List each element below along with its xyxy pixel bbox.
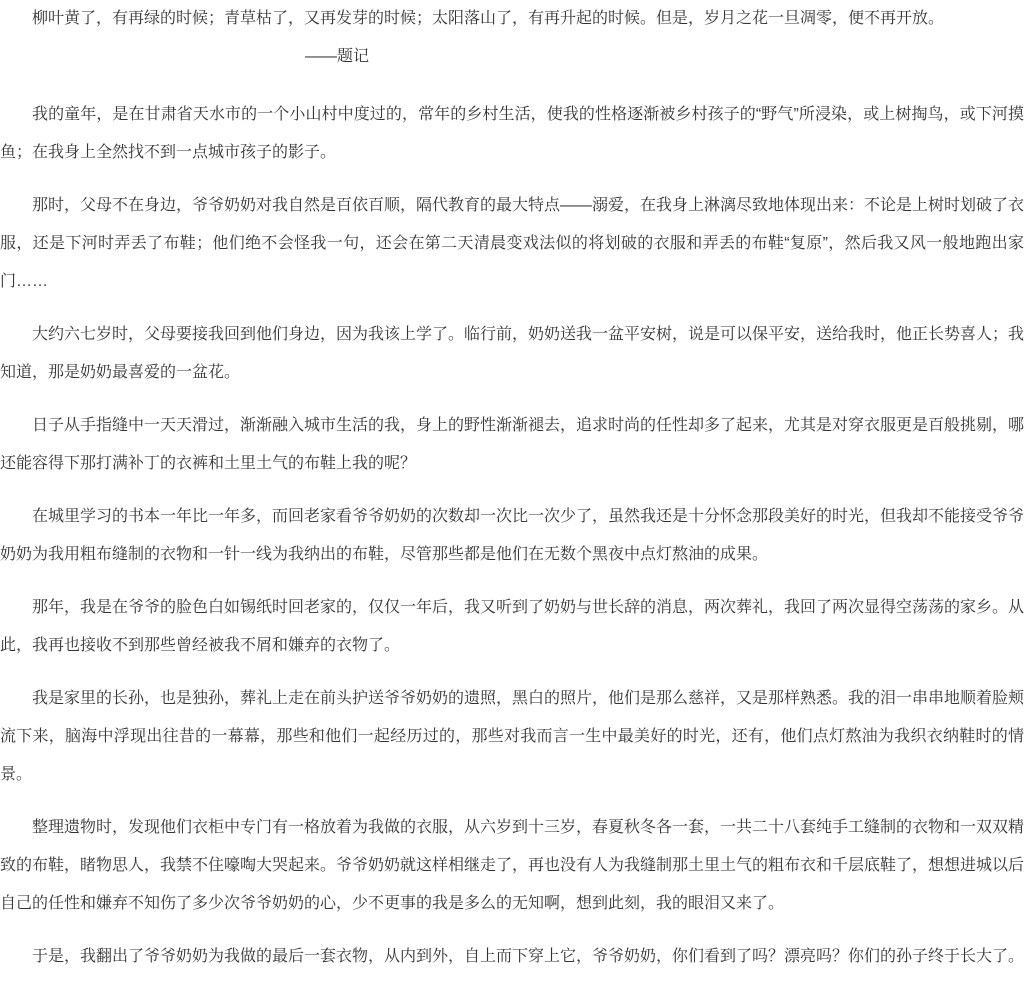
essay-paragraph: 在城里学习的书本一年比一年多，而回老家看爷爷奶奶的次数却一次比一次少了，虽然我还是十分怀念那段美好的时光，但我却不能接受爷爷奶奶为我用粗布缝制的衣物和一针一线为我纳出的布鞋，尽管那些都是他们在无数个黑夜中点灯熬油的成果。 [0,508,1024,563]
essay-paragraph: 大约六七岁时，父母要接我回到他们身边，因为我该上学了。临行前，奶奶送我一盆平安树，说是可以保平安，送给我时，他正长势喜人；我知道，那是奶奶最喜爱的一盆花。 [0,326,1024,381]
essay-paragraph: 日子从手指缝中一天天滑过，渐渐融入城市生活的我，身上的野性渐渐褪去，追求时尚的任性却多了起来，尤其是对穿衣服更是百般挑剔，哪还能容得下那打满补丁的衣裤和土里土气的布鞋上我的呢？ [0,417,1024,472]
epigraph-attribution: ——题记 [305,48,370,65]
essay-paragraph: 那时，父母不在身边，爷爷奶奶对我自然是百依百顺，隔代教育的最大特点——溺爱，在我身上淋漓尽致地体现出来：不论是上树时划破了衣服，还是下河时弄丢了布鞋；他们绝不会怪我一句，还会在第二天清晨变戏法似的将划破的衣服和弄丢的布鞋“复原”，然后我又风一般地跑出家门…… [0,197,1024,290]
essay-paragraph: 我的童年，是在甘肃省天水市的一个小山村中度过的，常年的乡村生活，使我的性格逐渐被乡村孩子的“野气”所浸染，或上树掏鸟，或下河摸鱼；在我身上全然找不到一点城市孩子的影子。 [0,106,1024,161]
essay-paragraph: 我是家里的长孙，也是独孙，葬礼上走在前头护送爷爷奶奶的遗照，黑白的照片，他们是那么慈祥，又是那样熟悉。我的泪一串串地顺着脸颊流下来，脑海中浮现出往昔的一幕幕，那些和他们一起经历过的，那些对我而言一生中最美好的时光，还有，他们点灯熬油为我织衣纳鞋时的情景。 [0,690,1024,783]
essay-paragraph: 那年，我是在爷爷的脸色白如锡纸时回老家的，仅仅一年后，我又听到了奶奶与世长辞的消息，两次葬礼，我回了两次显得空荡荡的家乡。从此，我再也接收不到那些曾经被我不屑和嫌弃的衣物了。 [0,599,1024,654]
epigraph-text: 柳叶黄了，有再绿的时候；青草枯了，又再发芽的时候；太阳落山了，有再升起的时候。但是，岁月之花一旦凋零，便不再开放。 [32,10,945,27]
essay-paragraph: 于是，我翻出了爷爷奶奶为我做的最后一套衣物，从内到外，自上而下穿上它，爷爷奶奶，你们看到了吗？漂亮吗？你们的孙子终于长大了。 [32,948,1024,965]
essay-paragraph: 整理遗物时，发现他们衣柜中专门有一格放着为我做的衣服，从六岁到十三岁，春夏秋冬各一套，一共二十八套纯手工缝制的衣物和一双双精致的布鞋，睹物思人，我禁不住嚎啕大哭起来。爷爷奶奶就这样相继走了，再也没有人为我缝制那土里土气的粗布衣和千层底鞋了，想想进城以后自己的任性和嫌弃不知伤了多少次爷爷奶奶的心，少不更事的我是多么的无知啊，想到此刻，我的眼泪又来了。 [0,819,1024,912]
